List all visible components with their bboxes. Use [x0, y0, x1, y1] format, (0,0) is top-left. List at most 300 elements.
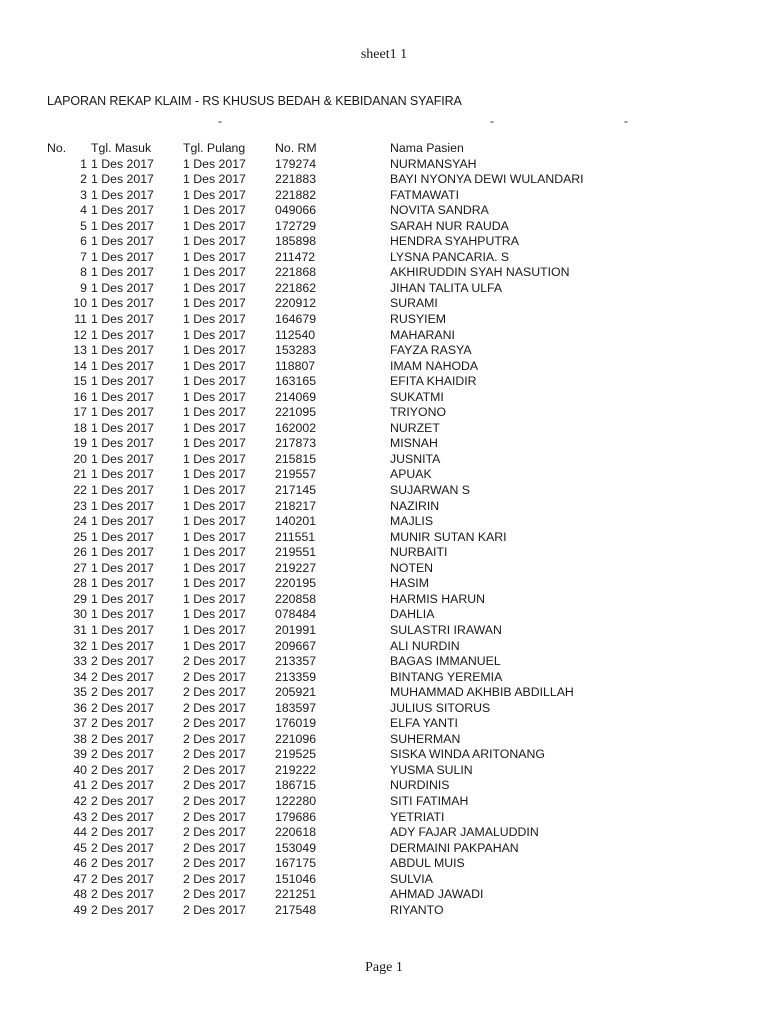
header-no-rm: No. RM — [275, 141, 317, 155]
row-tgl-pulang: 2 Des 2017 — [183, 809, 246, 824]
row-nama-pasien: ABDUL MUIS — [390, 856, 465, 871]
row-nama-pasien: BINTANG YEREMIA — [390, 669, 503, 684]
row-nama-pasien: SUJARWAN S — [390, 483, 470, 498]
row-nama-pasien: JUSNITA — [390, 451, 441, 466]
row-no: 44 — [73, 825, 87, 840]
sheet-title: sheet1 1 — [360, 47, 408, 62]
table-row — [0, 359, 768, 375]
table-row — [0, 545, 768, 561]
row-nama-pasien: MAJLIS — [390, 514, 434, 529]
row-nama-pasien: YUSMA SULIN — [390, 762, 473, 777]
row-no: 33 — [73, 654, 87, 669]
row-tgl-pulang: 1 Des 2017 — [183, 234, 246, 249]
table-row — [0, 483, 768, 499]
row-no-rm: 122280 — [275, 793, 317, 808]
row-tgl-pulang: 1 Des 2017 — [183, 280, 246, 295]
row-tgl-masuk: 2 Des 2017 — [91, 902, 154, 917]
row-no: 10 — [73, 296, 87, 311]
row-no-rm: 221883 — [275, 172, 317, 187]
row-no-rm: 221868 — [275, 265, 317, 280]
row-nama-pasien: SISKA WINDA ARITONANG — [390, 747, 545, 762]
table-row — [0, 265, 768, 281]
table-row — [0, 623, 768, 639]
row-no-rm: 078484 — [275, 607, 317, 622]
row-no-rm: 217145 — [275, 483, 317, 498]
row-nama-pasien: MISNAH — [390, 436, 438, 451]
row-no: 38 — [73, 731, 87, 746]
table-row — [0, 374, 768, 390]
table-row — [0, 685, 768, 701]
row-no: 5 — [80, 218, 87, 233]
row-tgl-pulang: 1 Des 2017 — [183, 436, 246, 451]
row-nama-pasien: RIYANTO — [390, 902, 444, 917]
row-nama-pasien: NURZET — [390, 420, 440, 435]
table-row — [0, 172, 768, 188]
row-no-rm: 219551 — [275, 545, 317, 560]
row-no: 42 — [73, 793, 87, 808]
row-tgl-masuk: 2 Des 2017 — [91, 793, 154, 808]
row-no-rm: 218217 — [275, 498, 317, 513]
row-nama-pasien: AKHIRUDDIN SYAH NASUTION — [390, 265, 570, 280]
row-no: 13 — [73, 343, 87, 358]
row-tgl-pulang: 1 Des 2017 — [183, 638, 246, 653]
row-no-rm: 217873 — [275, 436, 317, 451]
row-nama-pasien: RUSYIEM — [390, 312, 447, 327]
row-no: 15 — [73, 374, 87, 389]
table-row — [0, 716, 768, 732]
table-row — [0, 234, 768, 250]
row-no: 21 — [73, 467, 87, 482]
row-nama-pasien: SUKATMI — [390, 389, 444, 404]
row-nama-pasien: NURBAITI — [390, 545, 448, 560]
row-tgl-masuk: 2 Des 2017 — [91, 856, 154, 871]
row-nama-pasien: SUHERMAN — [390, 731, 461, 746]
row-nama-pasien: HASIM — [390, 576, 429, 591]
row-tgl-pulang: 1 Des 2017 — [183, 265, 246, 280]
row-no-rm: 209667 — [275, 638, 317, 653]
row-tgl-pulang: 1 Des 2017 — [183, 374, 246, 389]
row-tgl-masuk: 1 Des 2017 — [91, 436, 154, 451]
table-row — [0, 810, 768, 826]
row-nama-pasien: SULVIA — [390, 871, 433, 886]
row-no-rm: 153283 — [275, 343, 317, 358]
row-tgl-masuk: 1 Des 2017 — [91, 296, 154, 311]
row-tgl-masuk: 1 Des 2017 — [91, 591, 154, 606]
row-tgl-masuk: 1 Des 2017 — [91, 638, 154, 653]
row-nama-pasien: EFITA KHAIDIR — [390, 374, 477, 389]
row-no: 22 — [73, 483, 87, 498]
row-tgl-masuk: 1 Des 2017 — [91, 389, 154, 404]
row-tgl-masuk: 1 Des 2017 — [91, 420, 154, 435]
dash-mark: - — [490, 114, 494, 128]
row-tgl-masuk: 1 Des 2017 — [91, 249, 154, 264]
row-no-rm: 179274 — [275, 156, 317, 171]
row-no-rm: 211551 — [275, 529, 316, 544]
row-tgl-masuk: 1 Des 2017 — [91, 576, 154, 591]
row-no: 41 — [73, 778, 87, 793]
table-row — [0, 841, 768, 857]
table-row — [0, 701, 768, 717]
row-tgl-pulang: 2 Des 2017 — [183, 747, 246, 762]
row-tgl-pulang: 1 Des 2017 — [183, 483, 246, 498]
row-nama-pasien: LYSNA PANCARIA. S — [390, 249, 510, 264]
row-no-rm: 201991 — [275, 622, 317, 637]
row-tgl-masuk: 2 Des 2017 — [91, 840, 154, 855]
table-row — [0, 670, 768, 686]
row-no-rm: 205921 — [275, 685, 317, 700]
table-row — [0, 561, 768, 577]
row-nama-pasien: HENDRA SYAHPUTRA — [390, 234, 519, 249]
row-nama-pasien: FAYZA RASYA — [390, 343, 472, 358]
row-no-rm: 176019 — [275, 716, 317, 731]
row-no: 48 — [73, 887, 87, 902]
row-no: 4 — [80, 203, 87, 218]
table-row — [0, 390, 768, 406]
row-tgl-masuk: 1 Des 2017 — [91, 327, 154, 342]
row-nama-pasien: HARMIS HARUN — [390, 591, 485, 606]
row-no-rm: 220195 — [275, 576, 317, 591]
table-row — [0, 328, 768, 344]
row-no: 12 — [73, 327, 87, 342]
row-no: 26 — [73, 545, 87, 560]
table-row — [0, 903, 768, 919]
row-nama-pasien: NOTEN — [390, 560, 434, 575]
row-tgl-pulang: 1 Des 2017 — [183, 467, 246, 482]
row-tgl-pulang: 1 Des 2017 — [183, 358, 246, 373]
row-no: 34 — [73, 669, 87, 684]
row-tgl-pulang: 1 Des 2017 — [183, 545, 246, 560]
row-no-rm: 221862 — [275, 280, 317, 295]
row-no: 7 — [80, 249, 87, 264]
row-no-rm: 172729 — [275, 218, 317, 233]
row-no-rm: 049066 — [275, 203, 317, 218]
row-no: 16 — [73, 389, 87, 404]
row-no: 9 — [80, 280, 87, 295]
row-no: 29 — [73, 591, 87, 606]
row-no: 23 — [73, 498, 87, 513]
row-no: 47 — [73, 871, 87, 886]
row-tgl-masuk: 1 Des 2017 — [91, 529, 154, 544]
row-tgl-pulang: 2 Des 2017 — [183, 840, 246, 855]
table-row — [0, 639, 768, 655]
table-row — [0, 887, 768, 903]
row-no-rm: 162002 — [275, 420, 317, 435]
row-tgl-masuk: 1 Des 2017 — [91, 312, 154, 327]
row-nama-pasien: AHMAD JAWADI — [390, 887, 484, 902]
row-no-rm: 217548 — [275, 902, 317, 917]
row-no: 40 — [73, 762, 87, 777]
row-no-rm: 220858 — [275, 591, 317, 606]
row-tgl-masuk: 1 Des 2017 — [91, 203, 154, 218]
row-no: 37 — [73, 716, 87, 731]
row-no: 36 — [73, 700, 87, 715]
row-no-rm: 215815 — [275, 451, 317, 466]
table-row — [0, 281, 768, 297]
row-nama-pasien: JIHAN TALITA ULFA — [390, 280, 503, 295]
row-tgl-masuk: 1 Des 2017 — [91, 343, 154, 358]
table-row — [0, 654, 768, 670]
row-no-rm: 221095 — [275, 405, 317, 420]
row-tgl-pulang: 1 Des 2017 — [183, 451, 246, 466]
row-nama-pasien: MUHAMMAD AKHBIB ABDILLAH — [390, 685, 574, 700]
row-nama-pasien: ALI NURDIN — [390, 638, 460, 653]
table-row — [0, 794, 768, 810]
table-row — [0, 592, 768, 608]
row-nama-pasien: TRIYONO — [390, 405, 447, 420]
row-tgl-pulang: 1 Des 2017 — [183, 420, 246, 435]
row-no: 11 — [74, 312, 87, 327]
row-tgl-pulang: 1 Des 2017 — [183, 156, 246, 171]
row-no: 1 — [80, 156, 87, 171]
row-tgl-pulang: 2 Des 2017 — [183, 731, 246, 746]
row-tgl-pulang: 2 Des 2017 — [183, 685, 246, 700]
table-row — [0, 856, 768, 872]
row-tgl-masuk: 1 Des 2017 — [91, 483, 154, 498]
row-tgl-pulang: 1 Des 2017 — [183, 389, 246, 404]
table-row — [0, 421, 768, 437]
row-tgl-masuk: 1 Des 2017 — [91, 498, 154, 513]
row-tgl-pulang: 1 Des 2017 — [183, 218, 246, 233]
row-no: 30 — [73, 607, 87, 622]
row-no-rm: 140201 — [275, 514, 317, 529]
row-tgl-pulang: 2 Des 2017 — [183, 654, 246, 669]
row-nama-pasien: DERMAINI PAKPAHAN — [390, 840, 519, 855]
table-row — [0, 576, 768, 592]
row-tgl-masuk: 2 Des 2017 — [91, 654, 154, 669]
row-tgl-pulang: 2 Des 2017 — [183, 871, 246, 886]
table-row — [0, 343, 768, 359]
row-tgl-pulang: 1 Des 2017 — [183, 327, 246, 342]
row-no-rm: 214069 — [275, 389, 317, 404]
row-tgl-masuk: 1 Des 2017 — [91, 172, 154, 187]
row-no-rm: 167175 — [275, 856, 317, 871]
row-no: 49 — [73, 902, 87, 917]
row-tgl-pulang: 1 Des 2017 — [183, 172, 246, 187]
row-tgl-masuk: 1 Des 2017 — [91, 467, 154, 482]
row-nama-pasien: SURAMI — [390, 296, 438, 311]
row-tgl-masuk: 2 Des 2017 — [91, 778, 154, 793]
row-no-rm: 179686 — [275, 809, 317, 824]
row-tgl-pulang: 1 Des 2017 — [183, 343, 246, 358]
row-tgl-pulang: 1 Des 2017 — [183, 591, 246, 606]
row-tgl-pulang: 1 Des 2017 — [183, 498, 246, 513]
row-tgl-masuk: 1 Des 2017 — [91, 358, 154, 373]
row-no: 27 — [73, 560, 87, 575]
table-row — [0, 188, 768, 204]
row-no-rm: 151046 — [275, 871, 317, 886]
row-tgl-masuk: 2 Des 2017 — [91, 825, 154, 840]
row-nama-pasien: NURDINIS — [390, 778, 450, 793]
row-tgl-pulang: 1 Des 2017 — [183, 529, 246, 544]
row-nama-pasien: DAHLIA — [390, 607, 435, 622]
row-nama-pasien: SARAH NUR RAUDA — [390, 218, 509, 233]
table-row — [0, 467, 768, 483]
row-no-rm: 220618 — [275, 825, 317, 840]
row-tgl-pulang: 2 Des 2017 — [183, 887, 246, 902]
row-no-rm: 211472 — [275, 249, 316, 264]
row-no: 32 — [73, 638, 87, 653]
claim-table — [0, 141, 768, 918]
table-row — [0, 436, 768, 452]
table-row — [0, 763, 768, 779]
row-tgl-pulang: 2 Des 2017 — [183, 762, 246, 777]
table-row — [0, 825, 768, 841]
row-nama-pasien: NAZIRIN — [390, 498, 440, 513]
row-tgl-masuk: 1 Des 2017 — [91, 187, 154, 202]
row-tgl-masuk: 1 Des 2017 — [91, 374, 154, 389]
row-tgl-masuk: 1 Des 2017 — [91, 156, 154, 171]
table-row — [0, 732, 768, 748]
table-row — [0, 607, 768, 623]
row-nama-pasien: MUNIR SUTAN KARI — [390, 529, 507, 544]
row-tgl-pulang: 2 Des 2017 — [183, 902, 246, 917]
table-row — [0, 203, 768, 219]
table-row — [0, 312, 768, 328]
row-no: 2 — [80, 172, 87, 187]
report-title: LAPORAN REKAP KLAIM - RS KHUSUS BEDAH & KEBIDANAN SYAFIRA — [47, 94, 462, 108]
row-tgl-masuk: 2 Des 2017 — [91, 685, 154, 700]
row-tgl-masuk: 2 Des 2017 — [91, 700, 154, 715]
row-tgl-masuk: 1 Des 2017 — [91, 280, 154, 295]
row-no: 24 — [73, 514, 87, 529]
row-no-rm: 153049 — [275, 840, 317, 855]
row-tgl-pulang: 1 Des 2017 — [183, 405, 246, 420]
row-tgl-pulang: 1 Des 2017 — [183, 607, 246, 622]
row-no-rm: 213359 — [275, 669, 317, 684]
table-row — [0, 747, 768, 763]
row-tgl-masuk: 1 Des 2017 — [91, 607, 154, 622]
row-no: 6 — [80, 234, 87, 249]
table-row — [0, 778, 768, 794]
row-no: 43 — [73, 809, 87, 824]
table-row — [0, 250, 768, 266]
table-row — [0, 219, 768, 235]
row-no-rm: 164679 — [275, 312, 317, 327]
row-tgl-pulang: 1 Des 2017 — [183, 622, 246, 637]
row-no: 8 — [80, 265, 87, 280]
page-number: Page 1 — [365, 960, 403, 975]
row-no-rm: 219557 — [275, 467, 317, 482]
table-row — [0, 405, 768, 421]
row-tgl-masuk: 2 Des 2017 — [91, 669, 154, 684]
table-row — [0, 157, 768, 173]
row-no-rm: 183597 — [275, 700, 317, 715]
table-row — [0, 296, 768, 312]
row-no-rm: 220912 — [275, 296, 317, 311]
row-no-rm: 221096 — [275, 731, 317, 746]
row-tgl-pulang: 2 Des 2017 — [183, 716, 246, 731]
row-tgl-masuk: 1 Des 2017 — [91, 218, 154, 233]
row-no: 3 — [80, 187, 87, 202]
row-tgl-masuk: 2 Des 2017 — [91, 809, 154, 824]
row-no-rm: 163165 — [275, 374, 317, 389]
row-tgl-masuk: 1 Des 2017 — [91, 265, 154, 280]
table-row — [0, 872, 768, 888]
table-row — [0, 499, 768, 515]
row-tgl-masuk: 2 Des 2017 — [91, 731, 154, 746]
row-no-rm: 221882 — [275, 187, 317, 202]
dash-mark: - — [218, 114, 222, 128]
row-nama-pasien: NOVITA SANDRA — [390, 203, 489, 218]
row-tgl-pulang: 2 Des 2017 — [183, 825, 246, 840]
row-tgl-masuk: 2 Des 2017 — [91, 762, 154, 777]
row-nama-pasien: SITI FATIMAH — [390, 793, 469, 808]
row-tgl-masuk: 1 Des 2017 — [91, 234, 154, 249]
table-header — [0, 141, 768, 157]
table-row — [0, 452, 768, 468]
row-nama-pasien: APUAK — [390, 467, 432, 482]
row-tgl-masuk: 2 Des 2017 — [91, 871, 154, 886]
table-row — [0, 530, 768, 546]
row-no-rm: 213357 — [275, 654, 317, 669]
row-tgl-pulang: 1 Des 2017 — [183, 312, 246, 327]
row-no: 31 — [73, 622, 87, 637]
row-no-rm: 118807 — [275, 358, 316, 373]
row-tgl-pulang: 2 Des 2017 — [183, 669, 246, 684]
row-no: 14 — [73, 358, 87, 373]
row-nama-pasien: BAYI NYONYA DEWI WULANDARI — [390, 172, 584, 187]
row-no: 19 — [73, 436, 87, 451]
row-no: 17 — [73, 405, 87, 420]
row-no: 25 — [73, 529, 87, 544]
row-tgl-pulang: 2 Des 2017 — [183, 700, 246, 715]
row-no: 28 — [73, 576, 87, 591]
row-tgl-pulang: 1 Des 2017 — [183, 514, 246, 529]
row-no-rm: 186715 — [275, 778, 317, 793]
row-tgl-masuk: 1 Des 2017 — [91, 622, 154, 637]
row-nama-pasien: MAHARANI — [390, 327, 455, 342]
row-tgl-masuk: 2 Des 2017 — [91, 716, 154, 731]
row-nama-pasien: ELFA YANTI — [390, 716, 458, 731]
row-tgl-pulang: 2 Des 2017 — [183, 778, 246, 793]
row-nama-pasien: YETRIATI — [390, 809, 445, 824]
row-no: 45 — [73, 840, 87, 855]
row-no: 35 — [73, 685, 87, 700]
row-tgl-pulang: 1 Des 2017 — [183, 187, 246, 202]
header-no: No. — [47, 141, 67, 155]
row-nama-pasien: JULIUS SITORUS — [390, 700, 491, 715]
table-row — [0, 514, 768, 530]
row-no-rm: 219227 — [275, 560, 317, 575]
row-no: 18 — [73, 420, 87, 435]
row-nama-pasien: NURMANSYAH — [390, 156, 477, 171]
row-tgl-masuk: 1 Des 2017 — [91, 451, 154, 466]
row-nama-pasien: FATMAWATI — [390, 187, 459, 202]
row-tgl-masuk: 1 Des 2017 — [91, 405, 154, 420]
row-tgl-pulang: 2 Des 2017 — [183, 856, 246, 871]
header-tgl-masuk: Tgl. Masuk — [91, 141, 152, 155]
row-no-rm: 112540 — [275, 327, 316, 342]
row-tgl-pulang: 1 Des 2017 — [183, 576, 246, 591]
row-tgl-masuk: 1 Des 2017 — [91, 514, 154, 529]
row-tgl-masuk: 1 Des 2017 — [91, 545, 154, 560]
row-tgl-pulang: 1 Des 2017 — [183, 560, 246, 575]
row-no: 39 — [73, 747, 87, 762]
row-no-rm: 219525 — [275, 747, 317, 762]
row-no: 20 — [73, 451, 87, 466]
row-tgl-pulang: 1 Des 2017 — [183, 249, 246, 264]
row-tgl-pulang: 1 Des 2017 — [183, 296, 246, 311]
row-tgl-pulang: 2 Des 2017 — [183, 793, 246, 808]
row-tgl-pulang: 1 Des 2017 — [183, 203, 246, 218]
row-no-rm: 219222 — [275, 762, 317, 777]
row-nama-pasien: BAGAS IMMANUEL — [390, 654, 501, 669]
row-tgl-masuk: 2 Des 2017 — [91, 747, 154, 762]
row-no-rm: 221251 — [275, 887, 317, 902]
dash-mark: - — [624, 114, 628, 128]
header-tgl-pulang: Tgl. Pulang — [183, 141, 246, 155]
row-tgl-masuk: 2 Des 2017 — [91, 887, 154, 902]
